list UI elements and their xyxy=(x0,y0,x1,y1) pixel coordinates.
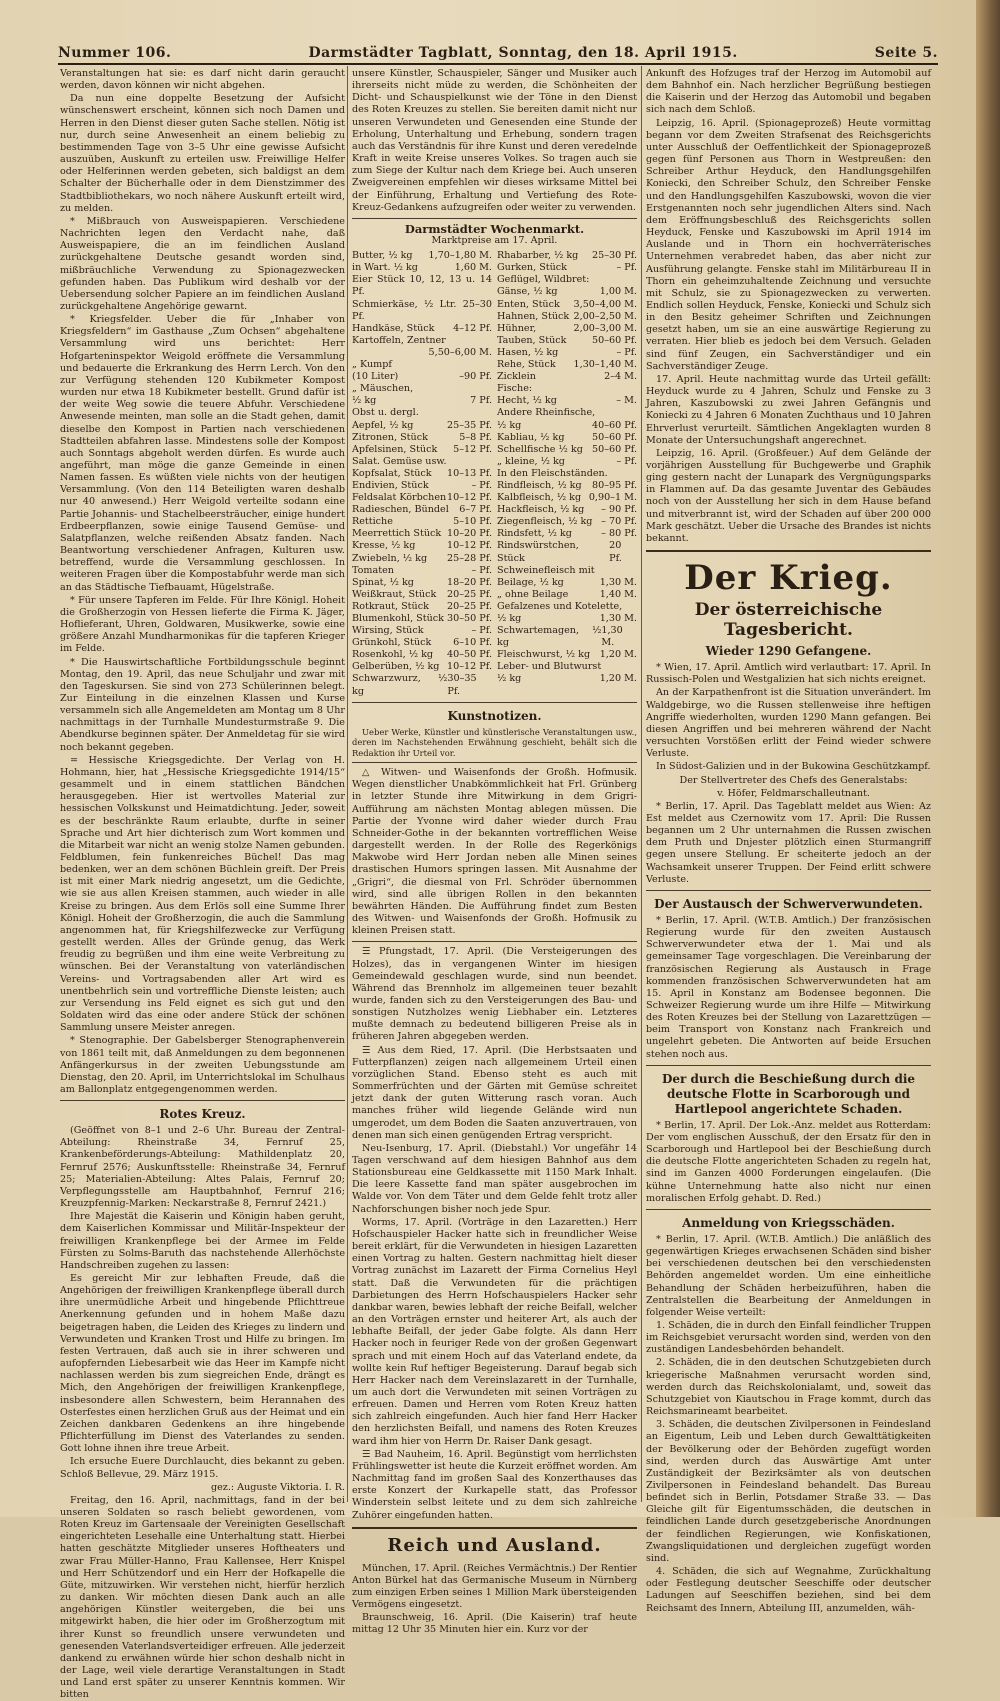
market-price-row xyxy=(497,323,637,335)
market-item: ½ kg xyxy=(352,395,377,407)
market-item: Schwarzwurz, ½ kg xyxy=(352,673,448,697)
market-item: Radieschen, Bündel xyxy=(352,504,449,516)
market-price: 7 Pf. xyxy=(470,395,492,407)
section-rule xyxy=(352,218,637,219)
article-paragraph: * Berlin, 17. April. Das Tageblatt meldet aus Wien: Az Est meldet aus Czernowitz vom 17. April: Die Russen begannen um 2 Uhr unternahmen die Russen zwischen dem Pruth und Dnjester plötzlich einen Sturmangriff gegen unsere Stellung. Er scheiterte jedoch an der Wachsamkeit unserer Truppen. Der Feind erlitt schwere Verluste. xyxy=(646,800,931,885)
market-price: 5–8 Pf. xyxy=(459,431,492,443)
column-2 xyxy=(352,68,637,1636)
market-price-row xyxy=(497,383,637,395)
market-price-row xyxy=(352,625,492,637)
market-price: – 80 Pf. xyxy=(601,528,637,540)
market-price-row xyxy=(497,613,637,625)
article-paragraph: * Wien, 17. April. Amtlich wird verlautbart: 17. April. In Russisch-Polen und Westgalizien hat sich nichts ereignet. xyxy=(646,662,931,686)
market-price-row xyxy=(352,444,492,456)
market-item: Kresse, ½ kg xyxy=(352,540,416,552)
market-price-row xyxy=(352,250,492,262)
market-price-row xyxy=(497,286,637,298)
market-item: Wirsing, Stück xyxy=(352,625,424,637)
market-price: 1,30 M. xyxy=(599,576,637,588)
market-price-row xyxy=(497,661,637,673)
column-1 xyxy=(60,68,346,1701)
market-price-row xyxy=(352,601,492,613)
market-item: Feldsalat Körbchen xyxy=(352,492,447,504)
market-item: Schmierkäse, ½ Ltr. 25–30 Pf. xyxy=(352,298,492,322)
market-item: Apfelsinen, Stück xyxy=(352,443,438,455)
market-price-row xyxy=(497,673,637,685)
market-item: Rindfleisch, ½ kg xyxy=(497,479,582,491)
article-paragraph: Veranstaltungen hat sie: es darf nicht darin geraucht werden, davon können wir nicht abgehen. xyxy=(60,68,345,92)
market-item: Zitronen, Stück xyxy=(352,431,428,443)
market-item: Ziegenfleisch, ½ kg xyxy=(497,516,593,528)
market-price: 1,70–1,80 M. xyxy=(428,250,492,262)
market-price-row xyxy=(352,323,492,335)
market-price-row xyxy=(497,311,637,323)
market-price: 40–60 Pf. xyxy=(592,419,637,431)
market-item: Grünkohl, Stück xyxy=(352,637,432,649)
market-price-row xyxy=(352,335,492,347)
market-price-row xyxy=(352,420,492,432)
market-item: Enten, Stück xyxy=(497,298,560,310)
market-price-row xyxy=(497,371,637,383)
market-item: Hasen, ½ kg xyxy=(497,346,559,358)
article-paragraph: Ankunft des Hofzuges traf der Herzog im Automobil auf dem Bahnhof ein. Nach herzlicher Begrüßung bestiegen die Kaiserin und der Herzog das Automobil und begaben sich nach dem Schloß. xyxy=(646,68,931,116)
market-price: 2,00–2,50 M. xyxy=(573,310,637,322)
article-paragraph: Es gereicht Mir zur lebhaften Freude, daß die Angehörigen der freiwilligen Krankenpflege überall durch ihre unermüdliche Arbeit und hingebende Pflichttreue Anerkennung gefunden und in hohem Maße dazu beigetragen haben, die Leiden des Krieges zu lindern und Verwundeten und Kranken Trost und Hilfe zu bringen. Im festen Vertrauen, daß auch sie in ihrer schweren und aufopfernden Liebesarbeit wie das Heer im Kampfe nicht nachlassen werden bis zum siegreichen Ende, drängt es Mich, den Angehörigen der freiwilligen Krankenpflege, insbesondere allen Schwestern, beim Herannahen des Osterfestes einen herzlichen Gruß aus der Heimat und ein Zeichen dankbaren Gedenkens an ihre hingebende Pflichterfüllung im Dienst des Vaterlandes zu senden. Gott lohne ihnen ihre treue Arbeit. xyxy=(60,1273,346,1455)
market-price: 10–12 Pf. xyxy=(447,540,492,552)
article-paragraph: In Südost-Galizien und in der Bukowina Geschützkampf. xyxy=(656,761,931,773)
market-item: Blumenkohl, Stück xyxy=(352,613,444,624)
article-paragraph: An der Karpathenfront ist die Situation unverändert. Im Waldgebirge, wo die Russen stellenweise ihre heftigen Angriffe wiederholten, wurden 1290 Mann gefangen. Bei diesen Angriffen und bei mehreren während der Nacht versuchten Vorstößen erlitt der Feind wieder schwere Verluste. xyxy=(646,687,931,760)
market-price: – Pf. xyxy=(471,625,492,637)
article-paragraph: ☰ Pfungstadt, 17. April. (Die Versteigerungen des Holzes), das in vergangenen Winter im hiesigen Gemeindewald geschlagen wurde, sind nun beendet. Während das Brennholz im allgemeinen teuer bezahlt wurde, fanden sich zu den Versteigerungen des Bau- und sonstigen Nutzholzes wenig Liebhaber ein. Letzteres mußte demnach zu bedeutend billigeren Preise als in früheren Jahren abgegeben werden. xyxy=(352,946,637,1043)
market-item: Kartoffeln, Zentner xyxy=(352,334,446,346)
market-price-row xyxy=(497,347,637,359)
market-item: Beilage, ½ kg xyxy=(497,576,564,588)
market-item: In den Fleischständen. xyxy=(497,467,608,479)
market-price: 10–13 Pf. xyxy=(447,467,492,479)
market-price-row xyxy=(352,565,492,577)
market-price: 5–12 Pf. xyxy=(453,443,492,455)
market-price-row xyxy=(352,492,492,504)
market-price-row xyxy=(352,589,492,601)
market-item: Kabliau, ½ kg xyxy=(497,431,565,443)
market-price: 1,40 M. xyxy=(599,588,637,600)
market-item: Weißkraut, Stück xyxy=(352,588,437,600)
section-rule xyxy=(646,550,931,552)
article-paragraph: Ich ersuche Euere Durchlaucht, dies bekannt zu geben. Schloß Bellevue, 29. März 1915. xyxy=(60,1456,345,1480)
page-number: Seite 5. xyxy=(874,45,938,61)
market-item: Schwartemagen, ½ kg xyxy=(497,625,602,649)
market-price-row xyxy=(352,516,492,528)
article-paragraph: * Mißbrauch von Ausweispapieren. Verschiedene Nachrichten legen den Verdacht nahe, daß Ausweispapiere, die an im feindlichen Ausland zurückgehaltene Deutsche gesandt worden sind, mißbräuchliche Verwendung zu Spionagezwecken gefunden haben. Das Publikum wird deshalb vor der Uebersendung solcher Papiere an im feindlichen Ausland zurückgehaltene Angehörige gewarnt. xyxy=(60,215,345,312)
article-paragraph: Leipzig, 16. April. (Spionageprozeß) Heute vormittag begann vor dem Zweiten Strafsenat des Reichsgerichts unter Ausschluß der Oeffentlichkeit der Spionageprozeß gegen fünf Personen aus Thorn in Westpreußen: den Schreiber Arthur Heyduck, den Handlungsgehilfen Koniecki, den Schreiber Schulz, den Schreiber Fenske und den Handlungsgehilfen Kaszubowski, wovon die vier Erstgenannten noch sehr jugendlichen Alters sind. Nach dem Eröffnungsbeschluß des Reichsgerichts sollen Heyduck, Fenske und Kaszubowski im April 1914 im Auslande und in Thorn ein hochverräterisches Unternehmen verabredet haben, das aber nicht zur Ausführung gelangte. Fenske stahl im Militärbureau II in Thorn ein geheimzuhaltende Zeichnung und versuchte mit Schulz, sie zu Spionagezwecken zu verwerten. Endlich sollen Heyduck, Fenske, Koniecki und Schulz sich in den Besitz geheimer Schriften und Zeichnungen gesetzt haben, um sie an eine auswärtige Regierung zu verraten. Hier blieb es jedoch bei dem Versuch. Geladen sind fünf Zeugen, ein Sachverständiger und ein Sachverständiger Zeuge. xyxy=(646,117,931,372)
market-item: Meerrettich Stück xyxy=(352,528,442,540)
market-price-row xyxy=(497,335,637,347)
section-rule xyxy=(352,1527,637,1529)
market-price: 40–50 Pf. xyxy=(447,649,492,661)
market-price: 80–95 Pf. xyxy=(592,479,637,491)
market-price-row xyxy=(497,407,637,419)
market-price-row xyxy=(497,504,637,516)
market-price-row xyxy=(352,637,492,649)
market-price: 5,50–6,00 M. xyxy=(428,346,492,358)
market-item: Hackfleisch, ½ kg xyxy=(497,504,585,516)
market-price-row xyxy=(352,673,492,697)
market-price-row xyxy=(352,299,492,323)
market-item: Hecht, ½ kg xyxy=(497,395,557,407)
section-heading-art-notes: Kunstnotizen. xyxy=(447,708,542,723)
article-paragraph: = Hessische Kriegsgedichte. Der Verlag von H. Hohmann, hier, hat „Hessische Kriegsgedichte 1914/15“ gesammelt und in einem stattlichen Bändchen herausgegeben. Hier ist wertvolles Material zur hessischen Volkskunst und Heimatdichtung. Jeder, soweit es der beschränkte Raum erlaubte, durfte in seiner Sprache und Art hier dichterisch zum Wort kommen und die Mitarbeit war nicht an wenig stolze Namen gebunden. Feldblumen, fein funkenreiches Büchel! Das mag bedenken, wer an dem schönen Büchlein greift. Der Preis ist mit einer Mark niedrig angesetzt, um die Gedichte, wie sie aus allen Kreisen stammen, auch wieder in alle Kreise zu bringen. Aus dem Erlös soll eine Summe Ihrer Königl. Hoheit der Großherzogin, die auch die Sammlung angenommen hat, für Kriegshilfezwecke zur Verfügung gestellt werden. Alles der Gründe genug, das Werk freudig zu begrüßen und ihm eine weite Verbreitung zu wünschen. Bei der Veranstaltung von vaterländischen Vereins- und Vortragsabenden aller Art wird es unentbehrlich sein und vortreffliche Dienste leisten; auch zur Versendung ins Feld eignet es sich gut und den Soldaten wird das eine oder andere Stück der schönen Sammlung unsere Meister anregen. xyxy=(60,754,345,1034)
market-item: (10 Liter) xyxy=(352,371,399,383)
market-price: 20–25 Pf. xyxy=(447,588,492,600)
market-price: 1,60 M. xyxy=(454,262,492,274)
market-price-row xyxy=(497,468,637,480)
market-item: Kopfsalat, Stück xyxy=(352,467,432,479)
article-paragraph: * Kriegsfelder. Ueber die für „Inhaber von Kriegsfeldern“ im Gasthause „Zum Ochsen“ abgehaltene Versammlung wird uns berichtet: Herr Hofgarteninspektor Weigold eröffnete die Versammlung und bedauerte die Erkrankung des Herrn Lerch. Von den zur Verfügung stehenden 120 Kubikmeter Kompost wurden nur etwa 18 Kubikmeter bestellt. Grund dafür ist der weite Weg sowie die teuere Abfuhr. Verschiedene Anwesende meinten, man solle an die Stadt gehen, damit dieselbe den Kompost in Partien nach verschiedenen Stadtteilen abfahren lasse. Mindestens solle der Kompost auch Sonntags abgeholt werden dürfen. Es wurde auch angeführt, man möge die ganze Gemeinde in einen Namen fassen. Es wüßten viele nichts von der heutigen Versammlung. (Von den 114 Beteiligten waren deshalb nur 40 anwesend.) Herr Weigold verteilte sodann eine Partie Johannis- und Stachelbeersträucher, einige hundert Erdbeerpflanzen, sowie einige Tausend Gemüse- und Salatpflanzen, welche reißenden Absatz fanden. Nach Beantwortung verschiedener Anfragen, Kulturen usw. betreffend, wurde die Versammlung geschlossen. In weiteren Fragen über die Kompostabfuhr werde man sich an das Städtische Tiefbauamt, Hügelstraße. xyxy=(60,314,345,593)
section-heading-reich-ausland: Reich und Ausland. xyxy=(387,1534,602,1556)
market-price-row xyxy=(352,347,492,359)
article-paragraph: Freitag, den 16. April, nachmittags, fand in der bei unseren Soldaten so rasch beliebt gewordenen, vom Roten Kreuz im Gartensaale der Vereinigten Gesellschaft eingerichteten Lesehalle eine Unterhaltung statt. Hierbei hatten geschätzte Mitglieder unseres Hoftheaters und zwar Frau Müller-Hanno, Frau Kallensee, Herr Knispel und Herr Schützendorf und ein Herr der Hofkapelle die Güte, mitzuwirken. Wir verstehen nicht, hierfür herzlich zu danken. Wir möchten diesen Dank auch an alle angehörigen Künstler weitergeben, die bei uns mitgewirkt haben, die hier oder im Großherzogtum mit ihrer Kunst so freundlich unsere verwundeten und genesenden Vaterlandsverteidiger erfreuen. Alle jederzeit dankend zu erwähnen würde hier schon deshalb nicht in der Lage, weil viele derartige Veranstaltungen in Stadt und Land erst später zu unserer Kenntnis kommen. Wir bitten xyxy=(60,1494,345,1701)
market-item: Gelberüben, ½ kg xyxy=(352,661,440,673)
market-item: Rettiche xyxy=(352,516,393,528)
article-paragraph: Neu-Isenburg, 17. April. (Diebstahl.) Vor ungefähr 14 Tagen verschwand auf dem hiesigen Bahnhof aus dem Stationsbureau eine Geldkassette mit 1150 Mark Inhalt. Die leere Kassette fand man später ausgebrochen im Walde vor. Von dem Täter und dem Gelde fehlt trotz aller Nachforschungen bisher noch jede Spur. xyxy=(352,1142,637,1215)
market-price-row xyxy=(352,395,492,407)
market-price-row xyxy=(352,649,492,661)
market-item: „ ohne Beilage xyxy=(497,588,569,600)
market-price: – M. xyxy=(616,395,637,407)
market-price: 25–30 Pf. xyxy=(592,250,637,262)
article-paragraph: * Für unsere Tapferen im Felde. Für Ihre Königl. Hoheit die Großherzogin von Hessen lieferte die Firma K. Jäger, Hoflieferant, Uhren, Goldwaren, Musikwerke, sowie eine größere Anzahl Mundharmonikas für die tapferen Krieger im Felde. xyxy=(60,594,345,655)
market-price: 30–50 Pf. xyxy=(447,613,492,624)
market-price: 6–10 Pf. xyxy=(453,637,492,649)
market-item: Rhabarber, ½ kg xyxy=(497,250,579,262)
market-item: Aepfel, ½ kg xyxy=(352,419,414,431)
market-item: Spinat, ½ kg xyxy=(352,576,414,588)
market-price-row xyxy=(352,480,492,492)
header-rule xyxy=(58,63,938,65)
market-price-row xyxy=(352,432,492,444)
article-paragraph: Braunschweig, 16. April. (Die Kaiserin) traf heute mittag 12 Uhr 35 Minuten hier ein. Kurz vor der xyxy=(352,1612,637,1636)
section-rule xyxy=(646,890,931,891)
section-heading-weekly-market: Darmstädter Wochenmarkt. xyxy=(404,221,585,236)
market-price: 2–4 M. xyxy=(604,371,637,383)
market-price: 25–28 Pf. xyxy=(447,552,492,564)
newspaper-title-date: Darmstädter Tagblatt, Sonntag, den 18. April 1915. xyxy=(308,45,738,61)
market-price-row xyxy=(497,250,637,262)
market-price-row xyxy=(352,456,492,468)
market-price: 10–12 Pf. xyxy=(447,661,492,673)
article-paragraph: Worms, 17. April. (Vorträge in den Lazaretten.) Herr Hofschauspieler Hacker hatte sich in freundlicher Weise bereit erklärt, für die Verwundeten in hiesigen Lazaretten einen Vortrag zu halten. Gestern nachmittag hielt dieser Vortrag zunächst im Lazarett der Firma Cornelius Heyl statt. Daß die Verwundeten für die prächtigen Darbietungen des Herrn Hofschauspielers Hacker sehr dankbar waren, bewies lebhaft der reiche Beifall, welcher an den Vorträgen ernster und heiterer Art, als auch der lebhafte Beifall, der jeder Gabe folgte. Als dann Herr Hacker noch in feuriger Rede von der großen Gegenwart sprach und mit einem Hoch auf das Vaterland endete, da wollte kein Ruf heftiger Begeisterung. Darauf begab sich Herr Hacker nach dem Vereinslazarett in der Turnhalle, um auch dort die Verwundeten mit seinen Vorträgen zu erfreuen. Damen und Herren vom Roten Kreuz hatten sich zahlreich eingefunden. Auch hier fand Herr Hacker den herzlichsten Beifall, und namens des Roten Kreuzes ward ihm hier von Herrn Dr. Raiser Dank gesagt. xyxy=(352,1216,637,1447)
market-item: Endivien, Stück xyxy=(352,479,429,491)
market-item: Gurken, Stück xyxy=(497,262,567,274)
subheadline-austrian-report: Der österreichische Tagesbericht. xyxy=(694,600,883,641)
market-price-row xyxy=(352,383,492,395)
market-price-row xyxy=(352,262,492,274)
column-divider xyxy=(641,66,642,1502)
page-header xyxy=(58,42,938,64)
section-rule xyxy=(646,1209,931,1210)
market-price-row xyxy=(497,395,637,407)
market-price-row xyxy=(497,480,637,492)
market-price: – 70 Pf. xyxy=(601,516,637,528)
market-price: 10–20 Pf. xyxy=(447,528,492,540)
market-price-row xyxy=(352,407,492,419)
market-price: 50–60 Pf. xyxy=(592,431,637,443)
market-item: Gänse, ½ kg xyxy=(497,286,558,298)
market-price-row xyxy=(497,274,637,286)
market-price: 50–60 Pf. xyxy=(592,334,637,346)
market-item: Tomaten xyxy=(352,564,394,576)
article-paragraph: △ Witwen- und Waisenfonds der Großh. Hofmusik. Wegen dienstlicher Unabkömmlichkeit hat Frl. Grünberg in letzter Stunde ihre Mitwirkung in dem Grigri-Aufführung am nächsten Montag ablegen müssen. Die Partie der Yvonne wird daher wieder durch Frau Schneider-Gothe in der bekannten vortrefflichen Weise dargestellt werden. In der Rolle des Regerkönigs Makwobe wird Herr Jordan neben alle Minen seines drastischen Humors springen lassen. Mit Ausnahme der „Grigri“, die diesmal von Frl. Schröder übernommen wird, sind alle übrigen Rollen in den bekannten bewährten Händen. Die Aufführung findet zum Besten des Witwen- und Waisenfonds der Großh. Hofmusik zu kleinen Preisen statt. xyxy=(352,767,637,937)
subheadline-prisoners: Wieder 1290 Gefangene. xyxy=(705,644,872,659)
section-rule xyxy=(352,762,637,763)
market-item: Hühner, xyxy=(497,322,537,334)
market-price: 18–20 Pf. xyxy=(447,576,492,588)
market-price: – Pf. xyxy=(471,564,492,576)
article-paragraph: * Berlin, 17. April. (W.T.B. Amtlich.) Die anläßlich des gegenwärtigen Krieges erwachsenen Schäden sind bisher bei verschiedenen deutschen bei den verschiedensten Behörden angemeldet worden. Um eine einheitliche Behandlung der Schäden herbeizuführen, haben die Zentralstellen die Bearbeitung der Anmeldungen in folgender Weise verteilt: xyxy=(646,1233,931,1318)
market-price-row xyxy=(497,601,637,613)
article-paragraph: Ihre Majestät die Kaiserin und Königin haben geruht, dem Kaiserlichen Kommissar und Militär-Inspekteur der freiwilligen Krankenpflege bei der Armee im Felde Fürsten zu Solms-Baruth das nachstehende Allerhöchste Handschreiben zugehen zu lassen: xyxy=(60,1211,345,1271)
market-item: Fische: xyxy=(497,383,533,395)
market-price-row xyxy=(497,565,637,577)
page-edge-shadow xyxy=(976,0,1000,1517)
market-price-row xyxy=(352,553,492,565)
article-paragraph: ☰ Aus dem Ried, 17. April. (Die Herbstsaaten und Futterpflanzen) zeigen nach allgemeinem Urteil einen vorzüglichen Stand. Ebenso steht es auch mit Sommerfrüchten und der Gärten mit Gemüse schreitet jetzt dank der guten Witterung rasch voran. Auch manches früher wild liegende Gelände wird nun umgerodet, um dem Boden die Saaten anzuvertrauen, von denen man sich einen genügenden Ertrag verspricht. xyxy=(352,1044,637,1141)
market-item: Rindsfett, ½ kg xyxy=(497,528,572,540)
market-price-row xyxy=(352,359,492,371)
market-price-row xyxy=(497,516,637,528)
market-price: – Pf. xyxy=(471,479,492,491)
market-price: 1,30 M. xyxy=(601,625,623,649)
article-paragraph: ☰ Bad Nauheim, 16. April. Begünstigt vom herrlichsten Frühlingswetter ist heute die Kurzeit eröffnet worden. Am Nachmittag fand im großen Saal des Konzerthauses das erste Konzert der Kurkapelle statt, das Professor Winderstein selbst leitete und zu dem sich zahlreiche Zuhörer eingefunden hatten. xyxy=(352,1448,637,1521)
market-item: Leber- und Blutwurst xyxy=(497,661,602,673)
market-item: Rotkraut, Stück xyxy=(352,600,429,612)
market-price-row xyxy=(352,613,492,625)
market-item: in Wart. ½ kg xyxy=(352,262,418,274)
market-item: Butter, ½ kg xyxy=(352,250,413,262)
market-price-row xyxy=(352,540,492,552)
market-item: Gefalzenes und Kotelette, xyxy=(497,600,623,612)
market-item: Schweinefleisch mit xyxy=(497,564,595,576)
market-price: 2,00–3,00 M. xyxy=(573,322,637,334)
article-paragraph: (Geöffnet von 8–1 und 2–6 Uhr. Bureau der Zentral-Abteilung: Rheinstraße 34, Fernruf 25, Krankenbeförderungs-Abteilung: Mathildenplatz 20, Fernruf 2576; Auskunftsstelle: Rheinstraße 34, Fernruf 25; Materialien-Abteilung: Altes Palais, Fernruf 20; Verpflegungsstelle am Hauptbahnhof, Fernruf 216; Kreuzpfennig-Marken: Neckarstraße 8, Fernruf 2421.) xyxy=(60,1125,345,1210)
column-3 xyxy=(646,68,931,1614)
market-price-row xyxy=(497,432,637,444)
market-price: 20 Pf. xyxy=(609,540,622,564)
market-price: 1,30 M. xyxy=(599,613,637,624)
market-item: Zicklein xyxy=(497,371,536,383)
column-divider xyxy=(347,66,348,1502)
section-rule xyxy=(352,702,637,703)
article-paragraph: 17. April. Heute nachmittag wurde das Urteil gefällt: Heyduck wurde zu 4 Jahren, Schulz und Fenske zu 3 Jahren, Kaszubowski zu zwei Jahren Gefängnis und Koniecki zu 4 Jahren 6 Monaten Zuchthaus und 10 Jahren Ehrverlust verurteilt. Sämtlichen Angeklagten wurden 8 Monate der Untersuchungshaft angerechnet. xyxy=(646,373,931,446)
market-item: Rindswürstchen, Stück xyxy=(497,540,579,564)
section-heading-war-damages: Anmeldung von Kriegsschäden. xyxy=(682,1215,895,1230)
market-price: 25–35 Pf. xyxy=(447,419,492,431)
market-price-row xyxy=(497,299,637,311)
market-item: „ Kumpf xyxy=(352,359,392,371)
section-rule xyxy=(352,941,637,942)
market-price-row xyxy=(352,371,492,383)
market-column-right xyxy=(497,250,637,697)
market-price-row xyxy=(497,359,637,371)
market-price: 30–35 Pf. xyxy=(447,673,477,697)
signature-line: gez.: Auguste Viktoria. I. R. xyxy=(210,1481,345,1493)
section-heading-exchange: Der Austausch der Schwerverwundeten. xyxy=(654,896,923,911)
market-price: 5–10 Pf. xyxy=(453,516,492,528)
market-price: 3,50–4,00 M. xyxy=(573,298,637,310)
market-item: ½ kg xyxy=(497,613,522,624)
market-price-row xyxy=(497,540,637,564)
market-price: 1,20 M. xyxy=(599,673,637,685)
market-price-row xyxy=(352,468,492,480)
market-price: 6–7 Pf. xyxy=(459,504,492,516)
market-item: Rosenkohl, ½ kg xyxy=(352,649,434,661)
market-price: 10–12 Pf. xyxy=(447,492,492,504)
market-item: Rehe, Stück xyxy=(497,359,556,371)
market-price-row xyxy=(497,444,637,456)
market-price: 1,00 M. xyxy=(599,286,637,298)
market-price-row xyxy=(352,528,492,540)
market-price: –90 Pf. xyxy=(459,371,492,383)
market-item: ½ kg xyxy=(497,673,522,685)
market-price: 50–60 Pf. xyxy=(592,443,637,455)
market-price: – 90 Pf. xyxy=(601,504,637,516)
market-item: Hahnen, Stück xyxy=(497,310,570,322)
market-item: Kalbfleisch, ½ kg xyxy=(497,492,582,504)
article-paragraph: * Die Hauswirtschaftliche Fortbildungsschule beginnt Montag, den 19. April, das neue Schuljahr und zwar mit den Tageskursen. Sie sind von 273 Schülerinnen belegt. Zur Einteilung in die einzelnen Klassen und Kurse versammeln sich alle Angemeldeten am Montag um 8 Uhr nachmittags in der Turnhalle Mundesturmstraße 9. Die Abendkurse beginnen später. Der Anmeldetag für sie wird noch bekannt gegeben. xyxy=(60,656,345,753)
article-paragraph: Leipzig, 16. April. (Großfeuer.) Auf dem Gelände der vorjährigen Ausstellung für Buchgewerbe und Graphik ging gestern nacht der Lunapark des Vergnügungsparks in Flammen auf. Da das gesamte Juventar des Gebäudes noch von der Ausstellung her sich in dem Hause befand und mitverbrannt ist, wird der Schaden auf über 200 000 Mark geschätzt. Ueber die Ursache des Brandes ist nichts bekannt. xyxy=(646,447,931,544)
market-price-row xyxy=(352,274,492,298)
market-price: – Pf. xyxy=(616,455,637,467)
market-item: Handkäse, Stück xyxy=(352,322,435,334)
market-price: 0,90–1 M. xyxy=(588,492,637,504)
market-price: – Pf. xyxy=(616,262,637,274)
article-paragraph: Da nun eine doppelte Besetzung der Aufsicht wünschenswert erscheint, können sich noch Damen und Herren in den Dienst dieser guten Sache stellen. Nötig ist nur, durch seine Anwesenheit an einem beliebig zu bestimmenden Tage von 3–5 Uhr eine gewisse Aufsicht auszuüben, Auskunft zu erteilen usw. Freiwillige Helfer oder Helferinnen werden gebeten, sich baldigst an dem Schalter der Bücherhalle oder in dem Dienstzimmer des Stadtbibliothekars, wo noch nähere Auskunft erteilt wird, zu melden. xyxy=(60,93,345,214)
section-heading-red-cross: Rotes Kreuz. xyxy=(159,1107,246,1122)
market-price: 1,30–1,40 M. xyxy=(573,359,637,371)
market-price-table xyxy=(352,250,637,697)
market-item: Zwiebeln, ½ kg xyxy=(352,552,428,564)
section-rule xyxy=(60,1100,345,1101)
market-item: ½ kg xyxy=(497,419,522,431)
market-price-row xyxy=(497,420,637,432)
signature-line: Der Stellvertreter des Chefs des Generalstabs: xyxy=(679,774,908,786)
market-item: Schellfische ½ kg xyxy=(497,443,583,455)
market-price-row xyxy=(497,262,637,274)
market-price-row xyxy=(497,456,637,468)
section-rule xyxy=(646,1065,931,1066)
market-price-row xyxy=(497,528,637,540)
market-price-row xyxy=(497,649,637,661)
market-price-row xyxy=(352,577,492,589)
market-item: Geflügel, Wildbret: xyxy=(497,274,590,286)
article-paragraph: 2. Schäden, die in den deutschen Schutzgebieten durch kriegerische Maßnahmen verursacht worden sind, werden durch das Reichskolonialamt, und, soweit das Schutzgebiet von Kiautschou in Frage kommt, durch das Reichsmarineamt bearbeitet. xyxy=(646,1357,931,1418)
article-paragraph: unsere Künstler, Schauspieler, Sänger und Musiker auch ihrerseits nicht müde zu werden, die Schönheiten der Dicht- und Schauspielkunst wie der Töne in den Dienst des Roten Kreuzes zu stellen. Sie bereiten damit nicht nur unseren Verwundeten und Genesenden eine Stunde der Erholung, Unterhaltung und Erhebung, sondern tragen auch das Verständnis für ihre Kunst und deren veredelnde Kraft in weite Kreise unseres Volkes. So tragen auch sie zum Siege der Kultur nach dem Kriege bei. Auch unseren Zweigvereinen empfehlen wir dieses wirksame Mittel bei der Einführung, Erhaltung und Vertiefung des Rote-Kreuz-Gedankens aufzugreifen oder weiter zu verwenden. xyxy=(352,68,637,213)
article-paragraph: * Berlin, 17. April. Der Lok.-Anz. meldet aus Rotterdam: Der vom englischen Ausschuß, der den Ersatz für den in Scarborough und Hartlepool bei der Beschießung durch die deutsche Flotte angerichteten Schaden zu regeln hat, sind im Ganzen 4000 Forderungen eingelaufen. (Die kühne Unternehmung hatte also nicht nur einen moralischen Erfolg gehabt. D. Red.) xyxy=(646,1119,931,1204)
market-price: 20–25 Pf. xyxy=(447,600,492,612)
market-item: Fleischwurst, ½ kg xyxy=(497,649,591,661)
article-paragraph: 4. Schäden, die sich auf Wegnahme, Zurückhaltung oder Festlegung deutscher Seeschiffe oder deutscher Ladungen auf Seeschiffen beziehen, sind bei dem Reichsamt des Innern, Abteilung III, anzumelden, wäh- xyxy=(646,1566,931,1614)
issue-number: Nummer 106. xyxy=(58,45,172,61)
market-item: „ Mäuschen, xyxy=(352,383,414,395)
market-column-left xyxy=(352,250,492,697)
market-price: 1,20 M. xyxy=(599,649,637,661)
market-price-row xyxy=(497,589,637,601)
signature-line: v. Höfer, Feldmarschalleutnant. xyxy=(717,787,870,799)
market-price-row xyxy=(352,661,492,673)
market-item: Eier Stück 10, 12, 13 u. 14 Pf. xyxy=(352,274,492,298)
article-paragraph: * Stenographie. Der Gabelsberger Stenographenverein von 1861 teilt mit, daß Anmeldungen zu dem begonnenen Anfängerkursus in der zweiten Uebungsstunde am Dienstag, den 20. April, im Unterrichtslokal im Schulhaus am Ballonplatz entgegengenommen werden. xyxy=(60,1035,345,1095)
market-price: – Pf. xyxy=(616,346,637,358)
market-item: Tauben, Stück xyxy=(497,334,567,346)
market-item: Salat. Gemüse usw. xyxy=(352,455,447,467)
article-paragraph: München, 17. April. (Reiches Vermächtnis.) Der Rentier Anton Bürkel hat das Germanische Museum in Nürnberg zum einzigen Erben seines 1 Million Mark übersteigenden Vermögens eingesetzt. xyxy=(352,1562,637,1611)
market-item: Andere Rheinfische, xyxy=(497,407,596,419)
market-subtitle: Marktpreise am 17. April. xyxy=(431,235,558,247)
section-heading-bombardment: Der durch die Beschießung durch die deutsche Flotte in Scarborough und Hartlepool angerichtete Schaden. xyxy=(661,1071,916,1116)
article-paragraph: 1. Schäden, die in durch den Einfall feindlicher Truppen im Reichsgebiet verursacht worden sind, werden von den zuständigen Landesbehörden behandelt. xyxy=(646,1319,931,1356)
market-item: „ kleine, ½ kg xyxy=(497,455,565,467)
editorial-note: Ueber Werke, Künstler und künstlerische Veranstaltungen usw., deren im Nachstehenden Erwähnung geschieht, behält sich die Redaktion ihr Urteil vor. xyxy=(352,726,637,758)
article-paragraph: * Berlin, 17. April. (W.T.B. Amtlich.) Der französischen Regierung wurde für den zweiten Austausch Schwerverwundeter etwa der 1. Mai und als gemeinsamer Tage vorgeschlagen. Die Vereinbarung der französischen Regierung als Austausch in Frage kommenden französischen Schwerverwundeten hat am 15. April in Konstanz am Bodensee begonnen. Die Schweizer Regierung wurde um ihre Hilfe — Mitwirkung des Roten Kreuzes bei der Stellung von Lazarettzügen — beim Transport von Konstanz nach Frankreich und ungelehrt gebeten. Die Antworten auf beide Ersuchen stehen noch aus. xyxy=(646,914,931,1060)
market-price-row xyxy=(497,492,637,504)
market-price-row xyxy=(352,504,492,516)
article-paragraph: 3. Schäden, die deutschen Zivilpersonen in Feindesland an Eigentum, Leib und Leben durch Gewalttätigkeiten der Bevölkerung oder der Behörden zugefügt worden sind, werden durch das Auswärtige Amt unter Zuständigkeit der Bezirksämter als von deutschen Zivilpersonen in Feindesland behandelt. Das Bureau befindet sich in Berlin, Potsdamer Straße 33. — Das Gleiche gilt für Eigentumsschäden, die deutschen in feindlichen Lande durch gesetzgeberische Anordnungen der feindlichen Regierungen, wie Konfiskationen, Zwangsliquidationen und dergleichen zugefügt worden sind. xyxy=(646,1419,931,1564)
market-item: Obst u. dergl. xyxy=(352,407,419,419)
market-price: 4–12 Pf. xyxy=(453,322,492,334)
market-price-row xyxy=(497,625,637,649)
market-price-row xyxy=(497,577,637,589)
headline-der-krieg: Der Krieg. xyxy=(684,558,893,599)
